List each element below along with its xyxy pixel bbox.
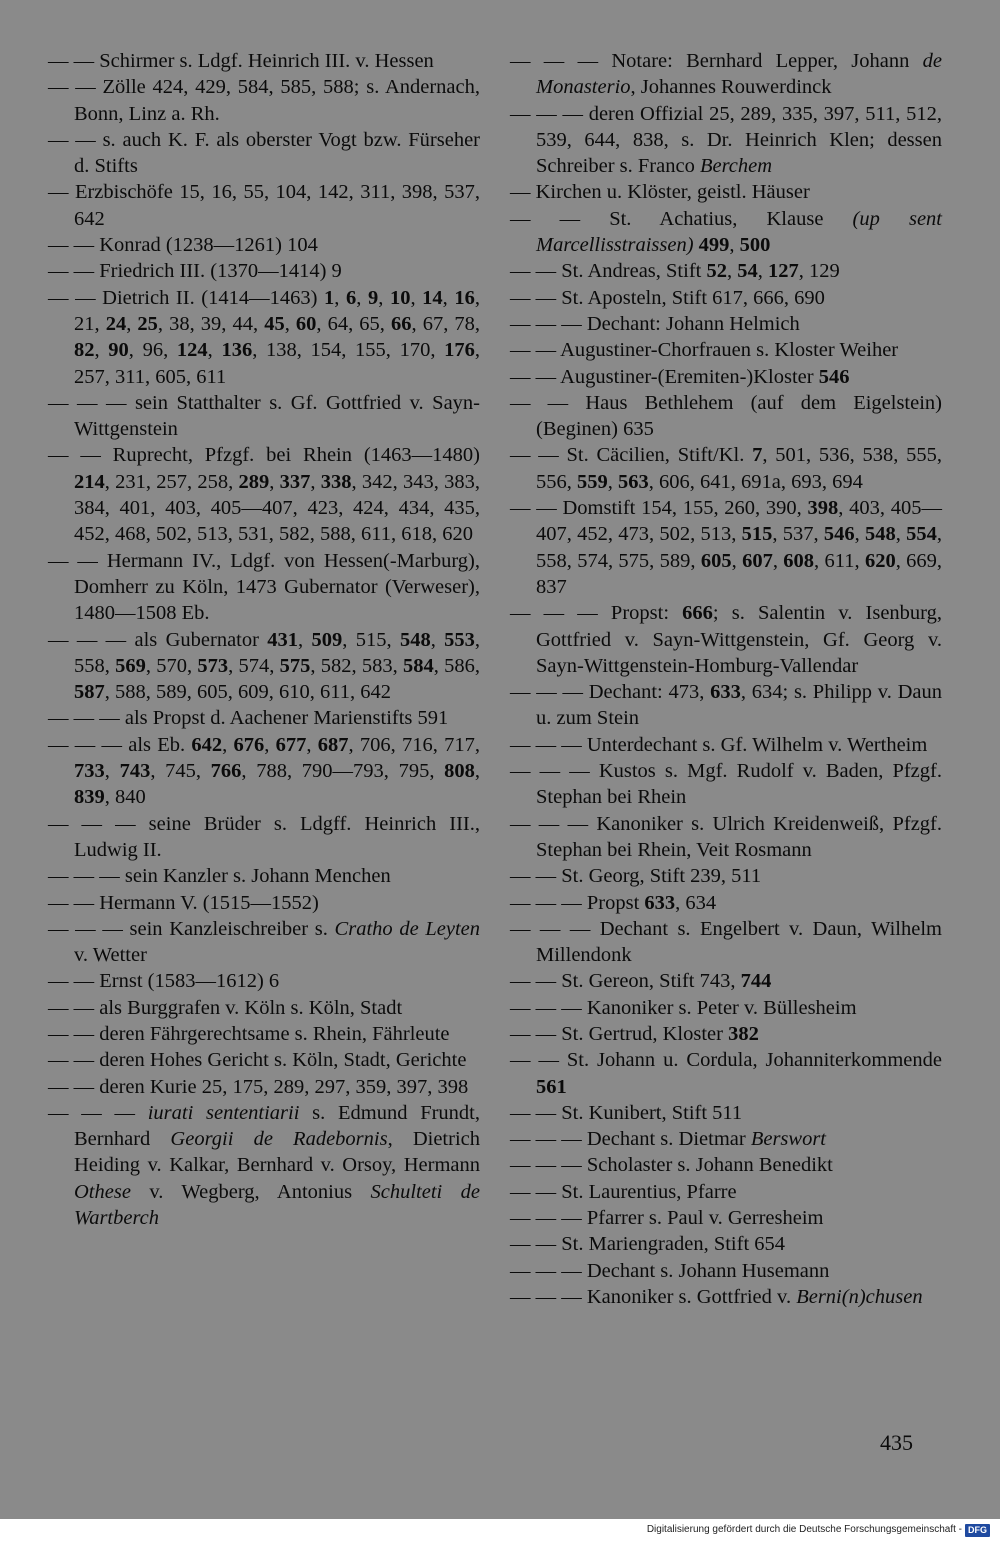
index-entry: — — St. Gereon, Stift 743, 744	[510, 970, 772, 993]
index-entry: — — Ruprecht, Pfzgf. bei Rhein (1463—1480) 214, 231, 257, 258, 289, 337, 338, 342, 343, 383, 384, 401, 403, 405—407, 423, 424, 434, 435, 452, 468, 502, 513, 531, 582, 588, 611, 618, 620	[48, 444, 480, 546]
footer-credit: Digitalisierung gefördert durch die Deutsche Forschungsgemeinschaft -	[646, 1524, 962, 1535]
index-entry: — — — Propst 633, 634	[510, 891, 717, 914]
index-entry: — — — Dechant: 473, 633, 634; s. Philipp v. Daun u. zum Stein	[510, 681, 942, 730]
index-entry: — — — Dechant s. Engelbert v. Daun, Wilhelm Millendonk	[510, 917, 942, 967]
index-entry: — — St. Achatius, Klause (up sent Marcellisstraissen) 499, 500	[510, 207, 942, 257]
index-entry: — — — Notare: Bernhard Lepper, Johann de Monasterio, Johannes Rouwerdinck	[510, 50, 942, 99]
index-entry: — — — Kanoniker s. Ulrich Kreidenweiß, Pfzgf. Stephan bei Rhein, Veit Rosmann	[510, 812, 942, 861]
index-entry: — — Ernst (1583—1612) 6	[48, 970, 280, 993]
index-entry: — — — sein Kanzler s. Johann Menchen	[48, 865, 391, 888]
index-entry: — — St. Georg, Stift 239, 511	[510, 865, 762, 888]
index-entry: — — — als Gubernator 431, 509, 515, 548, 553, 558, 569, 570, 573, 574, 575, 582, 583, 584, 586, 587, 588, 589, 605, 609, 610, 611, 642	[48, 628, 481, 704]
index-entry: — — s. auch K. F. als oberster Vogt bzw. Fürseher d. Stifts	[48, 128, 480, 178]
index-column-left	[48, 48, 480, 1231]
page-number: 435	[880, 1430, 913, 1455]
index-entry: — — Augustiner-(Eremiten-)Kloster 546	[510, 365, 850, 388]
index-entry: — — Zölle 424, 429, 584, 585, 588; s. Andernach, Bonn, Linz a. Rh.	[48, 76, 480, 125]
index-entry: — Kirchen u. Klöster, geistl. Häuser	[510, 181, 810, 204]
index-entry: — — — iurati sententiarii s. Edmund Frundt, Bernhard Georgii de Radebornis, Dietrich Heiding v. Kalkar, Bernhard v. Orsoy, Hermann Othese v. Wegberg, Antonius Schulteti de Wartberch	[48, 1101, 481, 1230]
index-entry: — — St. Mariengraden, Stift 654	[510, 1233, 786, 1256]
index-entry: — — St. Aposteln, Stift 617, 666, 690	[510, 286, 825, 309]
index-entry: — — — Pfarrer s. Paul v. Gerresheim	[510, 1207, 824, 1230]
index-entry: — — deren Hohes Gericht s. Köln, Stadt, Gerichte	[48, 1049, 467, 1072]
index-entry: — — St. Kunibert, Stift 511	[510, 1101, 743, 1124]
index-entry: — — — sein Kanzleischreiber s. Cratho de Leyten v. Wetter	[48, 917, 480, 967]
index-entry: — — deren Kurie 25, 175, 289, 297, 359, 397, 398	[48, 1075, 469, 1098]
index-entry: — — — Unterdechant s. Gf. Wilhelm v. Wertheim	[510, 733, 928, 756]
index-entry: — — — Kustos s. Mgf. Rudolf v. Baden, Pfzgf. Stephan bei Rhein	[510, 760, 942, 809]
index-entry: — — St. Gertrud, Kloster 382	[510, 1022, 759, 1045]
index-entry: — Erzbischöfe 15, 16, 55, 104, 142, 311, 398, 537, 642	[48, 181, 480, 230]
index-entry: — — St. Laurentius, Pfarre	[510, 1180, 737, 1203]
index-entry: — — — Dechant s. Johann Husemann	[510, 1259, 830, 1282]
dfg-logo-icon: DFG	[965, 1524, 990, 1537]
index-entry: — — — Dechant: Johann Helmich	[510, 312, 800, 335]
index-entry: — — — sein Statthalter s. Gf. Gottfried v. Sayn-Wittgenstein	[48, 391, 480, 441]
index-entry: — — — als Eb. 642, 676, 677, 687, 706, 716, 717, 733, 743, 745, 766, 788, 790—793, 795, 808, 839, 840	[48, 733, 481, 809]
index-entry: — — Haus Bethlehem (auf dem Eigelstein) (Beginen) 635	[510, 391, 942, 441]
footer	[647, 1522, 990, 1538]
index-entry: — — Hermann V. (1515—1552)	[48, 891, 319, 914]
index-entry: — — — seine Brüder s. Ldgff. Heinrich III., Ludwig II.	[48, 812, 480, 861]
index-entry: — — Hermann IV., Ldgf. von Hessen(-Marburg), Domherr zu Köln, 1473 Gubernator (Verweser), 1480—1508 Eb.	[48, 549, 480, 625]
index-entry: — — Konrad (1238—1261) 104	[48, 234, 318, 257]
index-entry: — — Schirmer s. Ldgf. Heinrich III. v. Hessen	[48, 50, 434, 72]
index-entry: — — — Scholaster s. Johann Benedikt	[510, 1154, 833, 1177]
index-entry: — — — Dechant s. Dietmar Berswort	[510, 1128, 827, 1151]
index-entry: — — St. Cäcilien, Stift/Kl. 7, 501, 536, 538, 555, 556, 559, 563, 606, 641, 691a, 693, 694	[510, 444, 943, 493]
index-entry: — — als Burggrafen v. Köln s. Köln, Stadt	[48, 996, 403, 1019]
index-entry: — — deren Fährgerechtsame s. Rhein, Fährleute	[48, 1022, 450, 1045]
index-column-right	[510, 48, 942, 1310]
index-entry: — — Augustiner-Chorfrauen s. Kloster Weiher	[510, 339, 899, 362]
index-entry: — — Friedrich III. (1370—1414) 9	[48, 260, 342, 283]
index-entry: — — — Kanoniker s. Peter v. Büllesheim	[510, 996, 857, 1019]
index-entry: — — — Kanoniker s. Gottfried v. Berni(n)chusen	[510, 1285, 923, 1308]
index-entry: — — — als Propst d. Aachener Marienstifts 591	[48, 707, 449, 730]
index-entry: — — — deren Offizial 25, 289, 335, 397, 511, 512, 539, 644, 838, s. Dr. Heinrich Klen; dessen Schreiber s. Franco Berchem	[510, 102, 942, 178]
index-entry: — — Domstift 154, 155, 260, 390, 398, 403, 405—407, 452, 473, 502, 513, 515, 537, 546, 548, 554, 558, 574, 575, 589, 605, 607, 608, 611, 620, 669, 837	[510, 497, 943, 598]
index-entry: — — — Propst: 666; s. Salentin v. Isenburg, Gottfried v. Sayn-Wittgenstein, Gf. Georg v. Sayn-Wittgenstein-Homburg-Vallendar	[510, 602, 942, 677]
index-entry: — — St. Andreas, Stift 52, 54, 127, 129	[510, 260, 840, 283]
index-entry: — — Dietrich II. (1414—1463) 1, 6, 9, 10, 14, 16, 21, 24, 25, 38, 39, 44, 45, 60, 64, 65, 66, 67, 78, 82, 90, 96, 124, 136, 138, 154, 155, 170, 176, 257, 311, 605, 611	[48, 286, 481, 388]
index-entry: — — St. Johann u. Cordula, Johanniterkommende 561	[510, 1049, 942, 1098]
